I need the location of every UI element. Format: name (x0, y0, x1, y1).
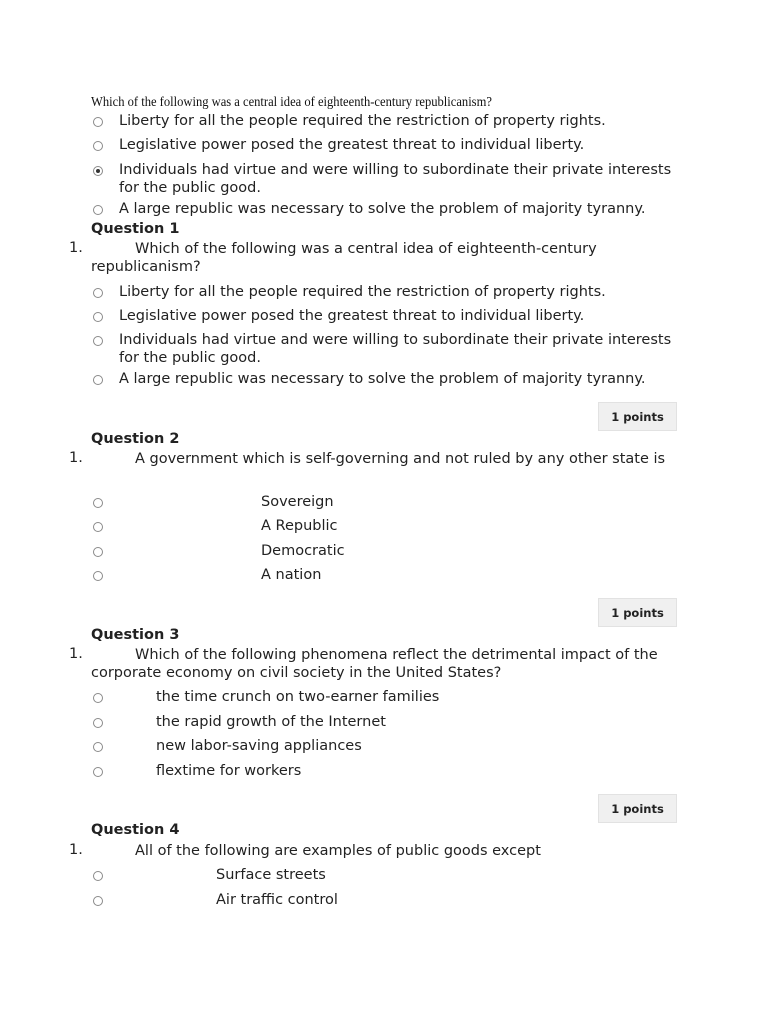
radio-button[interactable] (93, 336, 103, 346)
quiz-page: Which of the following was a central idea of eighteenth-century republicanism? Liberty for all the people required the restriction of property rights. Legislative power posed the greatest threat to individual liberty. Individuals had virtue and were willing to subordinate their private interests for the public good. A large republic was necessary to solve the problem of majority tyranny. Question 1 1. Which of the following was a central idea of eighteenth-century republicanism? Liberty for all the people required the restriction of property rights. Legislative power posed the greatest threat to individual liberty. Individuals had virtue and were willing to subordinate their private interests for the public good. A large republic was necessary to solve the problem of majority tyranny. 1 points Question 2 1. A government which is self-governing and not ruled by any other state is Sovereign A Republic Democratic A nation 1 points Question 3 1. Which of the following phenomena reflect the detrimental impact of the corporate economy on civil society in the United States? the time crunch on two-earner families the rapid growth of the Internet new labor-saving appliances flextime for workers 1 points Question 4 1. All of the following are examples of public goods except Surface streets Air traffic control (0, 0, 768, 1024)
radio-button[interactable] (93, 312, 103, 322)
radio-button[interactable] (93, 288, 103, 298)
points-badge: 1 points (598, 598, 677, 627)
question-title: Question 1 (91, 221, 180, 237)
radio-button-selected[interactable] (93, 166, 103, 176)
radio-button[interactable] (93, 742, 103, 752)
question-stem: Which of the following phenomena reflect the detrimental impact of the corporate economy on civil society in the United States? (91, 647, 658, 681)
question-stem: Which of the following was a central idea of eighteenth-century republicanism? (91, 241, 597, 275)
radio-button[interactable] (93, 547, 103, 557)
radio-button[interactable] (93, 571, 103, 581)
radio-button[interactable] (93, 896, 103, 906)
radio-button[interactable] (93, 141, 103, 151)
question-number: 1. (69, 240, 83, 256)
question-stem: A government which is self-governing and not ruled by any other state is (135, 451, 666, 467)
question-stem: All of the following are examples of public goods except (135, 843, 541, 859)
question-title: Question 2 (91, 431, 180, 447)
radio-button[interactable] (93, 117, 103, 127)
radio-button[interactable] (93, 498, 103, 508)
preamble-question: Which of the following was a central idea of eighteenth-century republicanism? (91, 94, 492, 109)
question-number: 1. (69, 450, 83, 466)
radio-button[interactable] (93, 718, 103, 728)
radio-button[interactable] (93, 205, 103, 215)
question-number: 1. (69, 646, 83, 662)
radio-button[interactable] (93, 693, 103, 703)
radio-button[interactable] (93, 871, 103, 881)
radio-button[interactable] (93, 522, 103, 532)
points-badge: 1 points (598, 794, 677, 823)
question-title: Question 4 (91, 822, 180, 838)
radio-button[interactable] (93, 375, 103, 385)
question-number: 1. (69, 842, 83, 858)
points-badge: 1 points (598, 402, 677, 431)
question-title: Question 3 (91, 627, 180, 643)
radio-button[interactable] (93, 767, 103, 777)
